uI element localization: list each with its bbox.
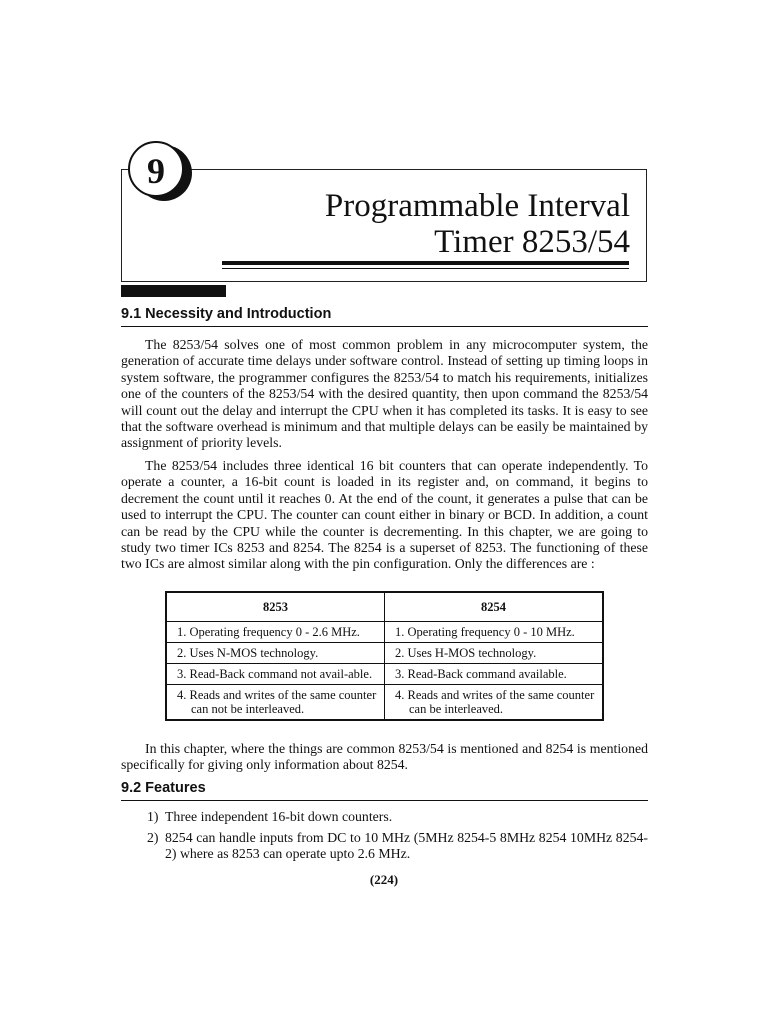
feature-text: 8254 can handle inputs from DC to 10 MHz (5MHz 8254-5 8MHz 8254 10MHz 8254-2) where as 8253 can operate upto 2.6 MHz. bbox=[165, 830, 648, 862]
table-cell bbox=[166, 643, 385, 664]
feature-marker: 2) bbox=[147, 830, 159, 845]
page-number: (224) bbox=[369, 872, 399, 887]
section-1-paragraph-2: The 8253/54 includes three identical 16 bit counters that can operate independently. To operate a counter, a 16-bit count is loaded in its register and, on command, it begins to decrement the count until it reaches 0. At the end of the count, it generates a pulse that can be used to interrupt the CPU. The counter can count either in binary or BCD. In addition, a count can be read by the CPU while the counter is decrementing. In this chapter, we are going to study two timer ICs 8253 and 8254. The 8254 is a superset of 8253. The functioning of these two ICs are almost similar along with the pin configuration. Only the differences are : bbox=[121, 458, 648, 572]
table-cell bbox=[166, 664, 385, 685]
feature-item bbox=[147, 830, 648, 863]
title-rule-thin bbox=[222, 268, 629, 269]
section-1-paragraph-1: The 8253/54 solves one of most common problem in any microcomputer system, the generation of accurate time delays under software control. Instead of setting up timing loops in system software, the programmer configures the 8253/54 to match his requirements, initializes one of the counters of the 8253/54 with the desired quantity, then upon command the 8253/54 will count out the delay and interrupt the CPU when it has completed its tasks. It is easy to see that the software overhead is minimum and that multiple delays can be easily be maintained by assignment of priority levels. bbox=[121, 337, 648, 451]
table-cell-text: 3. Read-Back command available. bbox=[395, 667, 567, 681]
feature-text: Three independent 16-bit down counters. bbox=[165, 809, 393, 824]
table-row bbox=[166, 685, 603, 721]
section-1-paragraph-3: In this chapter, where the things are common 8253/54 is mentioned and 8254 is mentioned specifically for giving only information about 8254. bbox=[121, 741, 648, 773]
chapter-title-line-1: Programmable Interval bbox=[324, 188, 630, 224]
chapter-title-line-2: Timer 8253/54 bbox=[434, 224, 630, 260]
table-header-8253: 8253 bbox=[166, 592, 385, 622]
table-cell-text: 2. Uses N-MOS technology. bbox=[177, 646, 319, 660]
table-cell-text: 1. Operating frequency 0 - 10 MHz. bbox=[395, 625, 575, 639]
table-cell bbox=[166, 622, 385, 643]
table-header-row bbox=[166, 592, 603, 622]
table-cell-text: 4. Reads and writes of the same counter can be interleaved. bbox=[395, 688, 595, 716]
chapter-number-badge: 9 bbox=[128, 141, 184, 197]
table-cell-text: 3. Read-Back command not avail-able. bbox=[177, 667, 373, 681]
section-1-heading: 9.1 Necessity and Introduction bbox=[121, 306, 332, 322]
table-cell bbox=[385, 622, 604, 643]
feature-marker: 1) bbox=[147, 809, 159, 824]
table-row bbox=[166, 643, 603, 664]
table-cell-text: 1. Operating frequency 0 - 2.6 MHz. bbox=[177, 625, 360, 639]
table-cell-text: 4. Reads and writes of the same counter can not be interleaved. bbox=[177, 688, 377, 716]
table-cell-text: 2. Uses H-MOS technology. bbox=[395, 646, 537, 660]
table-header-8254: 8254 bbox=[385, 592, 604, 622]
table-cell bbox=[385, 643, 604, 664]
table-cell bbox=[385, 664, 604, 685]
section-2-rule bbox=[121, 800, 648, 801]
title-rule-thick bbox=[222, 261, 629, 265]
table-row bbox=[166, 622, 603, 643]
section-1-accent-bar bbox=[121, 285, 226, 297]
comparison-table bbox=[165, 591, 604, 721]
section-1-rule bbox=[121, 326, 648, 327]
table-row bbox=[166, 664, 603, 685]
table-cell bbox=[385, 685, 604, 721]
feature-item bbox=[147, 809, 648, 825]
section-2-heading: 9.2 Features bbox=[121, 780, 206, 796]
table-cell bbox=[166, 685, 385, 721]
